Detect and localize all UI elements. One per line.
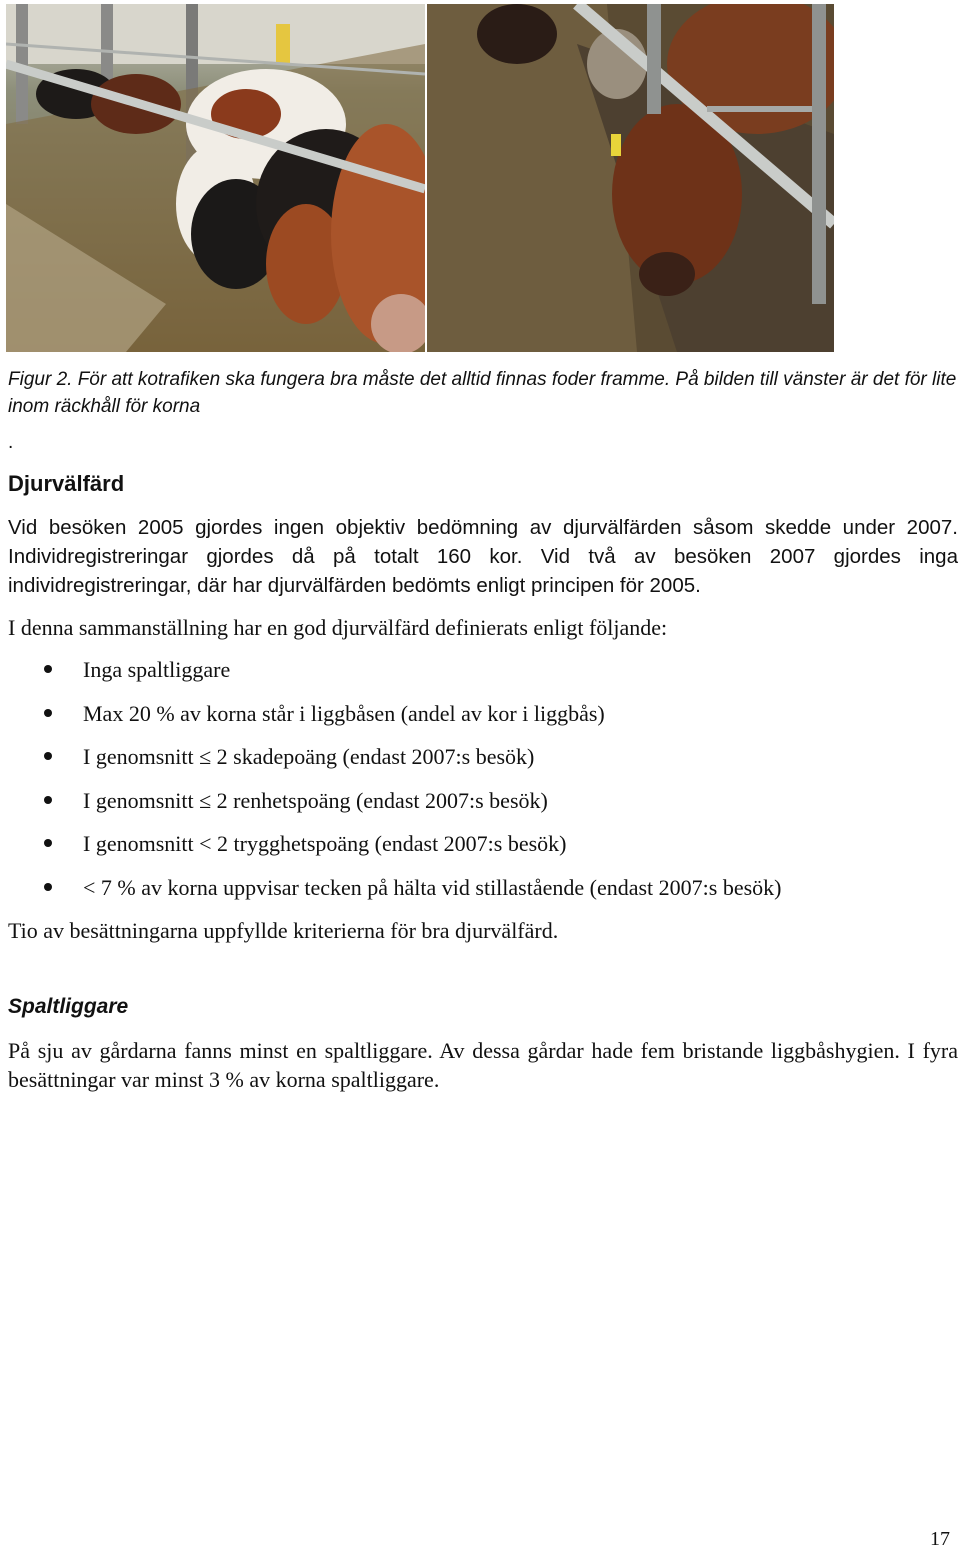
- bullet-icon: [44, 883, 52, 891]
- djurvalfard-paragraph: Vid besöken 2005 gjordes ingen objektiv bedömning av djurvälfärden såsom skedde under 2007. Individregistreringar gjordes då på totalt 160 kor. Vid två av besöken 2007 gjordes inga individregistreringar, där har djurvälfärden bedömts enligt principen för 2005.: [8, 516, 958, 597]
- criterion-text: < 7 % av korna uppvisar tecken på hälta vid stillastående (endast 2007:s besök): [83, 874, 782, 900]
- list-item: [0, 699, 960, 743]
- criterion-text: Max 20 % av korna står i liggbåsen (andel av kor i liggbås): [83, 700, 605, 726]
- list-item: [0, 829, 960, 873]
- criteria-summary: Tio av besättningarna uppfyllde kriterierna för bra djurvälfärd.: [8, 918, 559, 943]
- bullet-icon: [44, 709, 52, 717]
- cows-feeding-illustration-left: [6, 4, 425, 352]
- heading-djurvalfard: Djurvälfärd: [8, 471, 125, 496]
- list-item: [0, 655, 960, 699]
- criterion-text: I genomsnitt ≤ 2 renhetspoäng (endast 2007:s besök): [83, 787, 548, 813]
- cows-feeding-photo-left: [6, 4, 425, 352]
- spaltliggare-paragraph: På sju av gårdarna fanns minst en spaltliggare. Av dessa gårdar hade fem bristande liggbåshygien. I fyra besättningar var minst 3 % av korna spaltliggare.: [8, 1038, 958, 1092]
- criterion-text: I genomsnitt < 2 trygghetspoäng (endast 2007:s besök): [83, 831, 567, 857]
- list-item: [0, 742, 960, 786]
- bullet-icon: [44, 796, 52, 804]
- page-number: 17: [930, 1528, 950, 1550]
- figure-caption: Figur 2. För att kotrafiken ska fungera bra måste det alltid finnas foder framme. På bilden till vänster är det för lite inom räckhåll för korna: [8, 369, 957, 417]
- stray-dot: .: [8, 432, 14, 453]
- criterion-text: I genomsnitt ≤ 2 skadepoäng (endast 2007:s besök): [83, 744, 535, 770]
- bullet-icon: [44, 839, 52, 847]
- heading-spaltliggare: Spaltliggare: [8, 995, 129, 1018]
- list-item: [0, 873, 960, 917]
- criteria-intro: I denna sammanställning har en god djurvälfärd definierats enligt följande:: [8, 615, 668, 640]
- bullet-icon: [44, 752, 52, 760]
- cow-feeding-photo-right: [427, 4, 834, 352]
- bullet-icon: [44, 665, 52, 673]
- list-item: [0, 786, 960, 830]
- criterion-text: Inga spaltliggare: [83, 657, 231, 682]
- criteria-list: [0, 655, 960, 917]
- cow-feeding-illustration-right: [427, 4, 834, 352]
